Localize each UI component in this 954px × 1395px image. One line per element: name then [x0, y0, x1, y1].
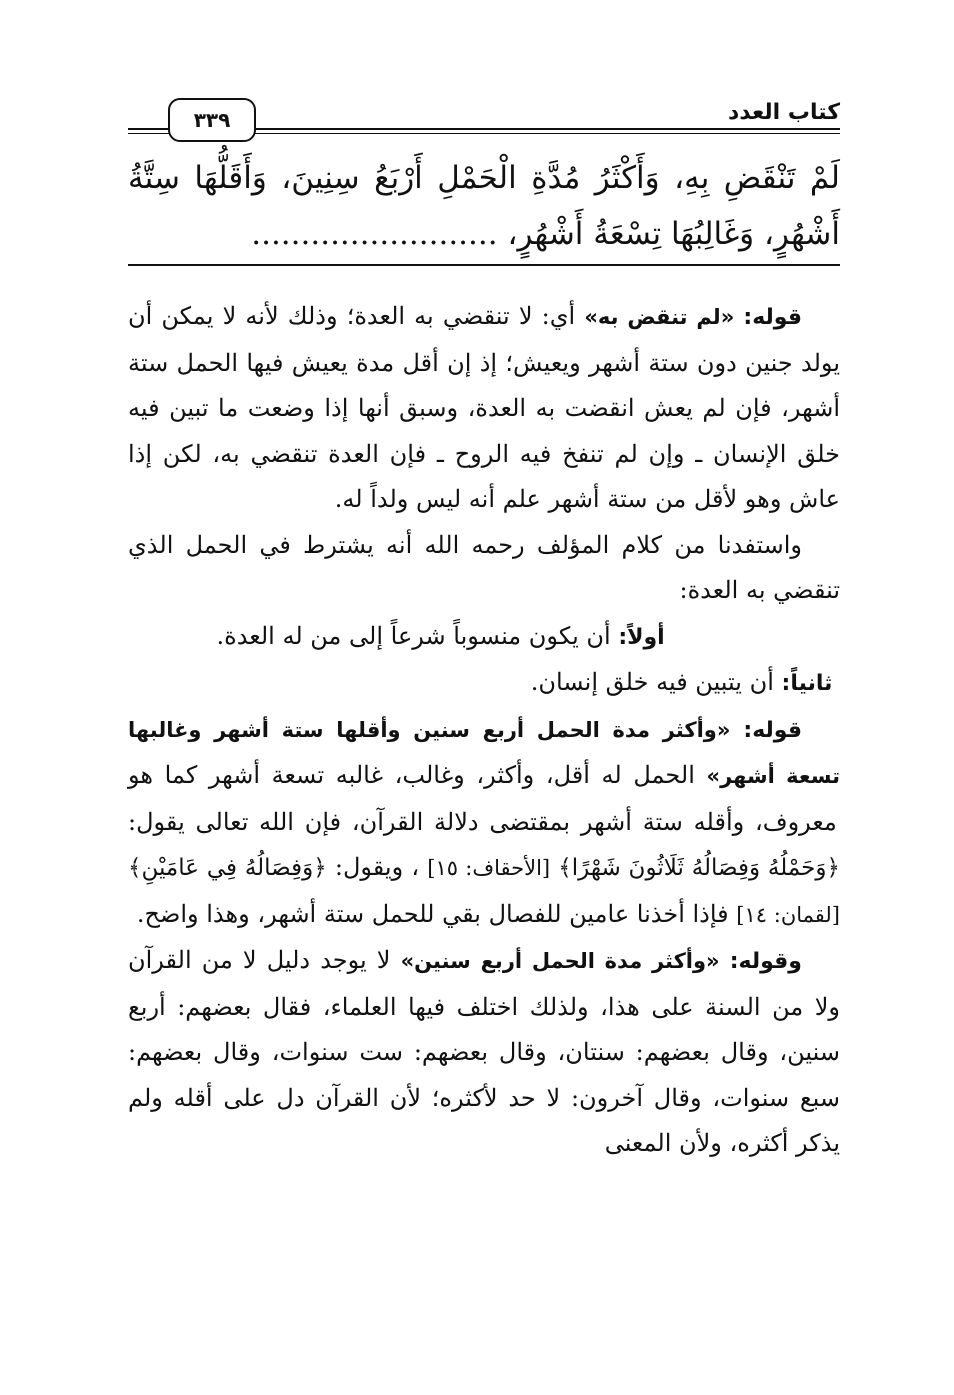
commentary — [128, 294, 840, 1167]
list-item-text: أن يتبين فيه خلق إنسان. — [530, 668, 774, 696]
quran-verse: ﴿وَفِصَالُهُ فِي عَامَيْنِ﴾ — [128, 855, 327, 881]
paragraph-text: أي: لا تنقضي به العدة؛ وذلك لأنه لا يمكن أن يولد جنين دون ستة أشهر ويعيش؛ إذ إن أقل مدة يعيش فيها الحمل ستة أشهر، فإن لم يعش انقضت به العدة، وسبق أنها إذا وضعت ما تبين فيه خلق الإنسان ـ وإن لم تنفخ فيه الروح ـ فإن العدة تنقضي به، لكن إذا عاش وهو لأقل من ستة أشهر علم أنه ليس ولداً له. — [128, 302, 840, 513]
quran-verse: ﴿وَحَمْلُهُ وَفِصَالُهُ ثَلَاثُونَ شَهْرًا﴾ — [558, 855, 840, 881]
paragraph-text: لا يوجد دليل لا من القرآن ولا من السنة على هذا، ولذلك اختلف فيها العلماء، فقال بعضهم: أربع سنين، وقال بعضهم: سنتان، وقال بعضهم: ست سنوات، وقال بعضهم: سبع سنوات، وقال آخرون: لا حد لأكثره؛ لأن القرآن دل على أقله ولم يذكر أكثره، ولأن المعنى — [128, 946, 840, 1157]
paragraph — [128, 707, 840, 939]
page-header — [128, 88, 840, 148]
list-item — [128, 660, 840, 707]
list-item-label: أولاً: — [618, 624, 665, 650]
qawluhu-label: قوله: — [743, 305, 802, 330]
matn-quote: «وأكثر مدة الحمل أربع سنين وأقلها ستة أشهر وغالبها تسعة أشهر» — [128, 717, 840, 788]
matn-line: لَمْ تَنْقَضِ بِهِ، وَأَكْثَرُ مُدَّةِ الْحَمْلِ أَرْبَعُ سِنِينَ، وَأَقَلُّهَا سِتَّةُ — [128, 160, 840, 196]
paragraph-text: الحمل له أقل، وأكثر، وغالب، غالبه تسعة أشهر كما هو معروف، وأقله ستة أشهر بمقتضى دلالة القرآن، فإن الله تعالى يقول: — [128, 761, 837, 836]
paragraph — [128, 294, 840, 523]
book-title: كتاب العدد — [727, 100, 840, 125]
list-item — [128, 614, 840, 661]
paragraph-text: ، ويقول: — [326, 853, 420, 881]
paragraph-text: واستفدنا من كلام المؤلف رحمه الله أنه يشترط في الحمل الذي تنقضي به العدة: — [128, 530, 840, 604]
matn-text — [128, 150, 840, 262]
list-item-text: أن يكون منسوباً شرعاً إلى من له العدة. — [216, 621, 611, 650]
verse-reference: [لقمان: ١٤] — [736, 902, 840, 927]
paragraph-text: فإذا أخذنا عامين للفصال بقي للحمل ستة أشهر، وهذا واضح. — [136, 899, 729, 928]
verse-reference: [الأحقاف: ١٥] — [427, 856, 551, 880]
matn-line: أَشْهُرٍ، وَغَالِبُهَا تِسْعَةُ أَشْهُرٍ، ......................... — [251, 216, 840, 252]
paragraph — [128, 523, 840, 614]
page-number: ٣٣٩ — [168, 98, 256, 142]
qawluhu-label: وقوله: — [729, 949, 802, 974]
qawluhu-label: قوله: — [743, 717, 802, 743]
list-item-label: ثانياً: — [781, 671, 833, 696]
matn-quote: «وأكثر مدة الحمل أربع سنين» — [400, 949, 720, 973]
matn-divider — [128, 264, 840, 266]
matn-quote: «لم تنقض به» — [584, 305, 735, 329]
paragraph — [128, 938, 840, 1167]
